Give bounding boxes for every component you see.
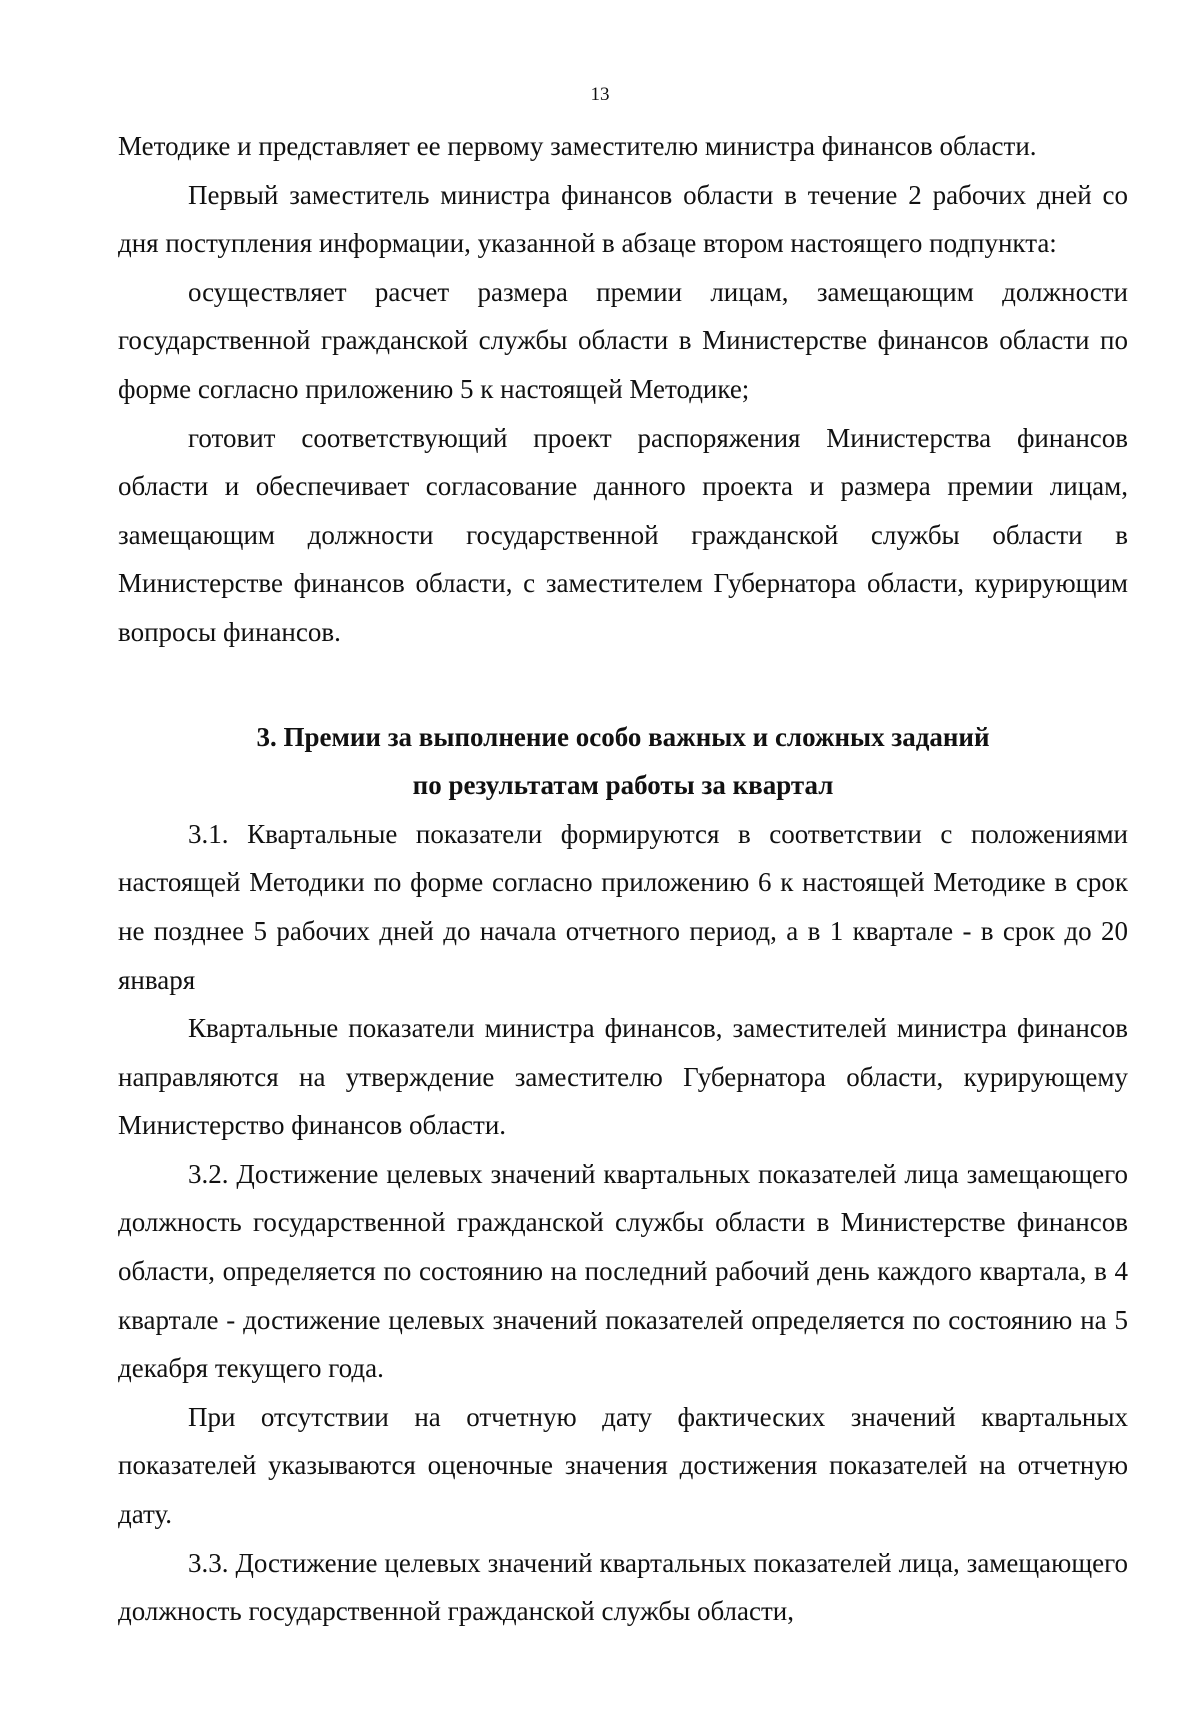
section-heading-line1: 3. Премии за выполнение особо важных и сложных заданий [256, 721, 990, 752]
section-spacer [118, 657, 1128, 713]
section-heading-line2: по результатам работы за квартал [412, 770, 834, 801]
paragraph-3-2: 3.2. Достижение целевых значений квартальных показателей лица замещающего должность государственной гражданской службы области в Министерстве финансов области, определяется по состоянию на последний рабочий день каждого квартала, в 4 квартале - достижение целевых значений показателей определяется по состоянию на 5 декабря текущего года. [118, 1158, 1128, 1384]
paragraph-prepares-order: готовит соответствующий проект распоряжения Министерства финансов области и обеспечивает согласование данного проекта и размера премии лицам, замещающим должности государственной гражданской службы области в Министерстве финансов области, с заместителем Губернатора области, курирующим вопросы финансов. [118, 422, 1128, 647]
paragraph-3-1: 3.1. Квартальные показатели формируются в соответствии с положениями настоящей Методики по форме согласно приложению 6 к настоящей Методике в срок не позднее 5 рабочих дней до начала отчетного период, а в 1 квартале - в срок до 20 января [118, 818, 1128, 995]
paragraph-3-3: 3.3. Достижение целевых значений квартальных показателей лица, замещающего должность государственной гражданской службы области, [118, 1547, 1128, 1627]
paragraph-quarterly-indicators: Квартальные показатели министра финансов, заместителей министра финансов направляются на утверждение заместителю Губернатора области, курирующему Министерство финансов области. [118, 1013, 1128, 1141]
paragraph-first-deputy: Первый заместитель министра финансов области в течение 2 рабочих дней со дня поступления информации, указанной в абзаце втором настоящего подпункта: [118, 179, 1128, 259]
paragraph-calculates-bonus: осуществляет расчет размера премии лицам, замещающим должности государственной гражданской службы области в Министерстве финансов области по форме согласно приложению 5 к настоящей Методике; [118, 276, 1128, 404]
paragraph-no-actual-values: При отсутствии на отчетную дату фактических значений квартальных показателей указываются оценочные значения достижения показателей на отчетную дату. [118, 1401, 1128, 1530]
document-body [118, 122, 1128, 1636]
paragraph-continuation: Методике и представляет ее первому заместителю министра финансов области. [118, 131, 1037, 161]
page-number: 13 [590, 84, 610, 105]
